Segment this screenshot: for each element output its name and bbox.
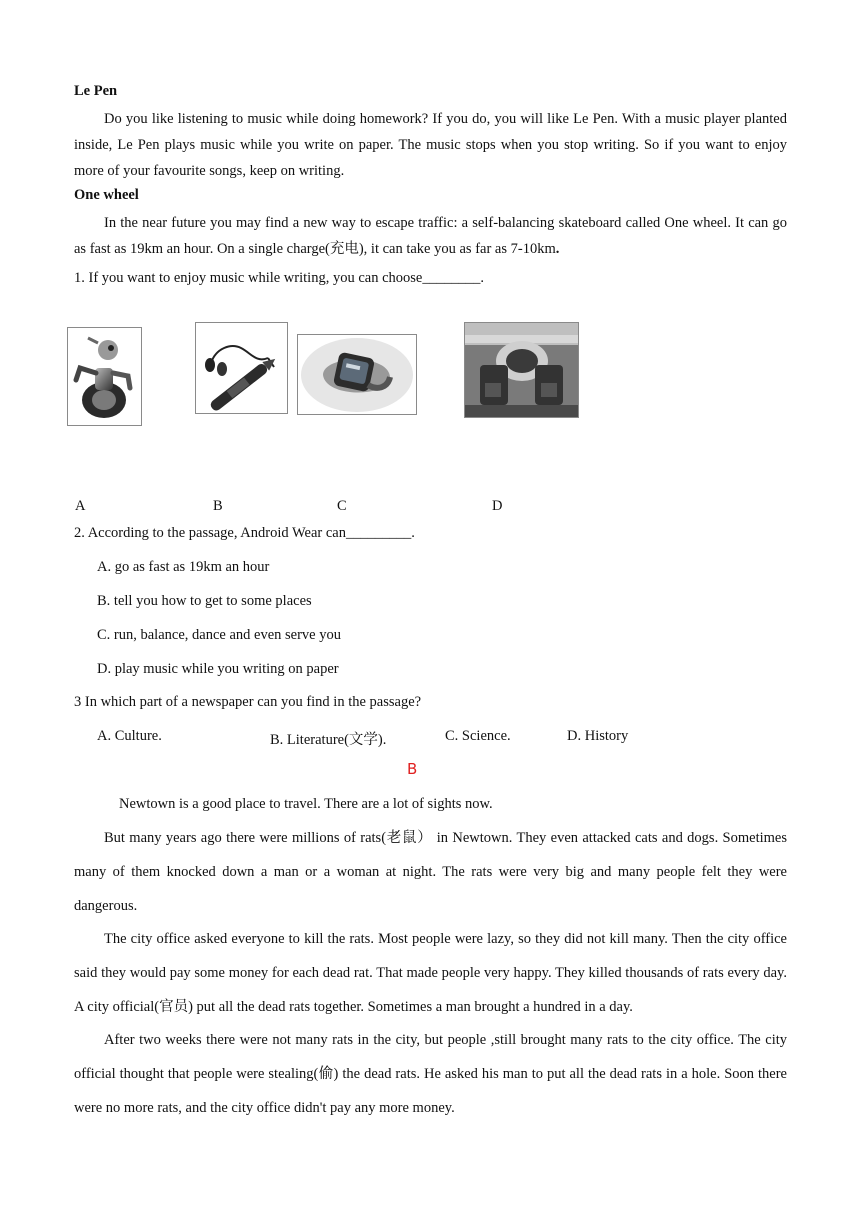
question-3-option-a: A. Culture.: [97, 728, 162, 744]
question-2-option-a: A. go as fast as 19km an hour: [97, 559, 270, 575]
question-1-stem: 1. If you want to enjoy music while writing, you can choose________.: [74, 270, 484, 286]
robot-on-wheel-icon: [68, 328, 141, 425]
smart-watch-icon: [298, 335, 416, 414]
section-b-paragraph-3: The city office asked everyone to kill the rats. Most people were lazy, so they did not kill many. Then the city office said they would pay some money for each dead rat. That made people very happy. They killed thousands of rats every day. A city official(官员) put all the dead rats together. Sometimes a man brought a hundred in a day.: [74, 931, 787, 1015]
one-wheel-skateboard-icon: [465, 323, 578, 417]
question-3-option-b: B. Literature(文学).: [270, 732, 387, 748]
question-3-option-c: C. Science.: [445, 728, 511, 744]
picture-label-d: D: [492, 498, 503, 514]
picture-a: [67, 327, 142, 426]
section-b-paragraph-2: But many years ago there were millions of rats(老鼠） in Newtown. They even attacked cats and dogs. Sometimes many of them knocked down a man or a woman at night. The rats were very big and many people felt they were dangerous.: [74, 830, 787, 914]
section-b-paragraph-4: After two weeks there were not many rats in the city, but people ,still brought many rats to the city office. The city official thought that people were stealing(偷) the dead rats. He asked his man to put all the dead rats in a hole. Soon there were no more rats, and the city office didn't pay any more money.: [74, 1032, 787, 1116]
question-2-option-d: D. play music while you writing on paper: [97, 661, 339, 677]
question-3-stem: 3 In which part of a newspaper can you find in the passage?: [74, 694, 422, 710]
picture-d: [464, 322, 579, 418]
one-wheel-title: One wheel: [74, 187, 139, 203]
picture-label-c: C: [337, 498, 347, 514]
picture-label-b: B: [213, 498, 223, 514]
question-2-option-b: B. tell you how to get to some places: [97, 593, 312, 609]
music-pen-icon: [196, 323, 287, 413]
question-2-option-c: C. run, balance, dance and even serve you: [97, 627, 341, 643]
picture-label-a: A: [75, 498, 86, 514]
picture-c: [297, 334, 417, 415]
section-b-paragraph-1: Newtown is a good place to travel. There are a lot of sights now.: [119, 796, 493, 812]
question-2-stem: 2. According to the passage, Android Wear can_________.: [74, 525, 415, 541]
section-b-label: B: [407, 760, 418, 778]
one-wheel-paragraph: In the near future you may find a new way to escape traffic: a self-balancing skateboard called One wheel. It can go as fast as 19km an hour. On a single charge(充电), it can take you as far as 7-10km.: [74, 215, 787, 257]
question-3-option-d: D. History: [567, 728, 629, 744]
picture-b: [195, 322, 288, 414]
le-pen-paragraph: Do you like listening to music while doing homework? If you do, you will like Le Pen. With a music player planted inside, Le Pen plays music while you write on paper. The music stops when you stop writing. So if you want to enjoy more of your favourite songs, keep on writing.: [74, 111, 787, 179]
le-pen-title: Le Pen: [74, 83, 118, 99]
